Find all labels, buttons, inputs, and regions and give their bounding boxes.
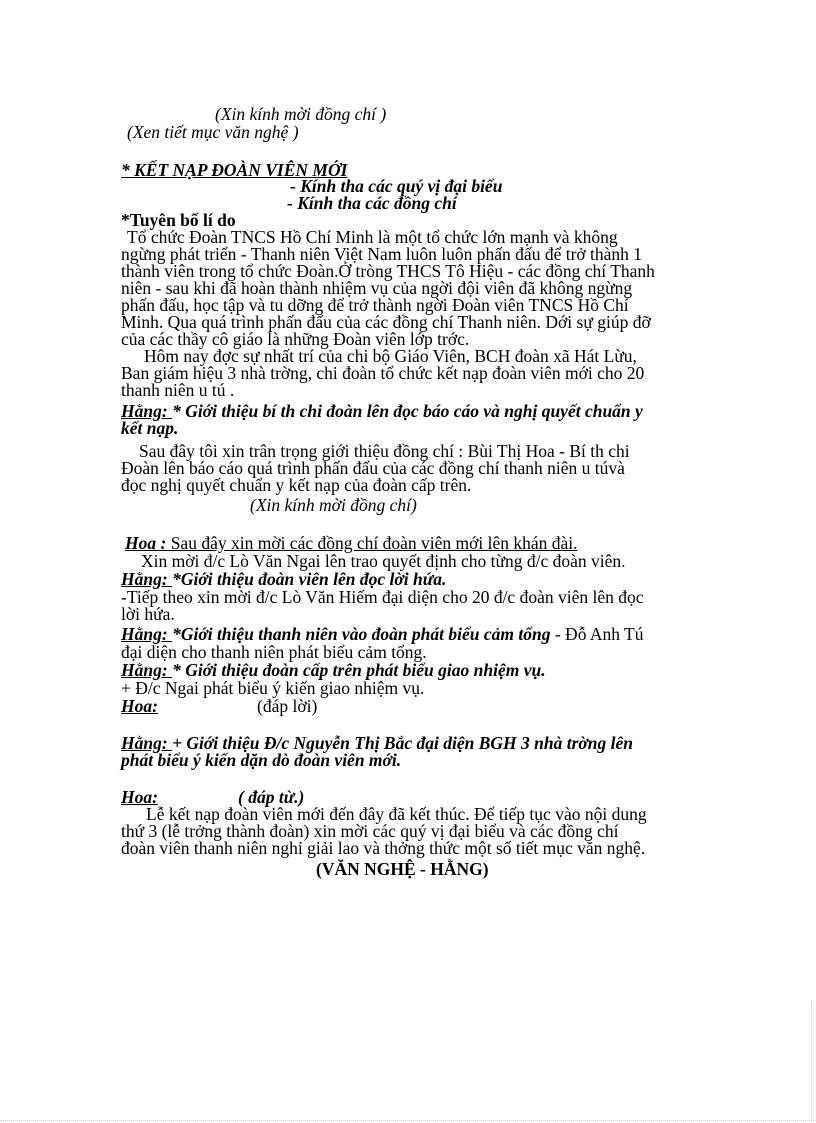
speaker-line bbox=[121, 662, 546, 679]
speaker-instruction: *Giới thiệu đoàn viên lên đọc lời hứa. bbox=[172, 569, 447, 589]
speaker-name: Hoa: bbox=[121, 696, 158, 716]
paragraph-line: thứ 3 (lễ trởng thành đoàn) xin mời các quý vị đại biểu và các đồng chí bbox=[121, 821, 619, 841]
paragraph-line: Đoàn lên báo cáo quá trình phấn đấu của các đồng chí thanh niên u túvà bbox=[121, 458, 625, 478]
paragraph-line: Hôm nay đợc sự nhất trí của chi bộ Giáo Viên, BCH đoàn xã Hát Lừu, bbox=[144, 346, 637, 366]
invite-comrade-note: (Xin kính mời đồng chí) bbox=[250, 495, 417, 515]
paragraph-line: lời hứa. bbox=[121, 604, 175, 624]
speaker-name: Hằng: bbox=[121, 569, 173, 589]
art-performance-note: (Xen tiết mục văn nghệ ) bbox=[127, 122, 299, 142]
paragraph-line: Minh. Qua quá trình phấn đấu của các đồng chí Thanh niên. Dới sự giúp đỡ bbox=[121, 312, 651, 332]
paragraph-line: + Đ/c Ngai phát biểu ý kiến giao nhiệm vụ. bbox=[121, 678, 425, 698]
paragraph-line: Xin mời đ/c Lò Văn Ngai lên trao quyết định cho từng đ/c đoàn viên. bbox=[141, 551, 626, 571]
speaker-line bbox=[125, 535, 578, 552]
greeting-delegates: - Kính tha các quý vị đại biểu bbox=[290, 176, 503, 196]
invite-comrade-note: (Xin kính mời đồng chí ) bbox=[215, 104, 387, 124]
speaker-detail: - Đỗ Anh Tú bbox=[550, 624, 644, 644]
speaker-instruction: + Giới thiệu Đ/c Nguyễn Thị Bắc đại diện BGH 3 nhà trờng lên bbox=[172, 733, 634, 753]
speaker-name: Hoa: bbox=[121, 787, 158, 807]
speaker-response: ( đáp từ.) bbox=[238, 787, 305, 807]
speaker-name: Hằng: bbox=[121, 733, 173, 753]
paragraph-line: Tổ chức Đoàn TNCS Hồ Chí Minh là một tổ chức lớn mạnh và không bbox=[127, 227, 618, 247]
speaker-instruction: * Giới thiệu đoàn cấp trên phát biểu giao nhiệm vụ. bbox=[172, 660, 546, 680]
speaker-instruction: * Giới thiệu bí th chi đoàn lên đọc báo cáo và nghị quyết chuẩn y bbox=[172, 401, 643, 421]
speaker-name: Hằng: bbox=[121, 401, 173, 421]
greeting-comrades: - Kính tha các đồng chí bbox=[287, 193, 457, 213]
paragraph-line: niên - sau khi đã hoàn thành nhiệm vụ của ngời đội viên đã không ngừng bbox=[121, 278, 633, 298]
speaker-name: Hằng: bbox=[121, 624, 173, 644]
speaker-instruction-cont: phát biểu ý kiến dặn dò đoàn viên mới. bbox=[121, 750, 402, 770]
speaker-line bbox=[121, 626, 644, 643]
page-bottom-edge bbox=[0, 1120, 816, 1121]
paragraph-line: đoàn viên thanh niên nghỉ giải lao và thởng thức một số tiết mục văn nghệ. bbox=[121, 838, 646, 858]
paragraph-line: thanh niên u tú . bbox=[121, 380, 235, 400]
paragraph-line: đại diện cho thanh niên phát biểu cảm tổng. bbox=[121, 642, 427, 662]
reason-heading: *Tuyên bố lí do bbox=[121, 210, 236, 230]
speaker-instruction-cont: kết nạp. bbox=[121, 418, 179, 438]
closing-performance-note: (VĂN NGHỆ - HẰNG) bbox=[316, 859, 489, 879]
paragraph-line: phấn đấu, học tập và tu dỡng để trở thành ngời Đoàn viên TNCS Hồ Chí bbox=[121, 295, 629, 315]
speaker-response: (đáp lời) bbox=[257, 696, 318, 716]
paragraph-line: của các thầy cô giáo là những Đoàn viên lớp trớc. bbox=[121, 329, 470, 349]
page-right-edge bbox=[811, 1000, 812, 1120]
paragraph-line: -Tiếp theo xin mời đ/c Lò Văn Hiếm đại diện cho 20 đ/c đoàn viên lên đọc bbox=[121, 587, 644, 607]
paragraph-line: ngừng phát triển - Thanh niên Việt Nam luôn luôn phấn đấu để trở thành 1 bbox=[121, 244, 643, 264]
paragraph-line: Sau đây tôi xin trân trọng giới thiệu đồng chí : Bùi Thị Hoa - Bí th chi bbox=[139, 441, 630, 461]
paragraph-line: đọc nghị quyết chuẩn y kết nạp của đoàn cấp trên. bbox=[121, 475, 472, 495]
speaker-instruction: *Giới thiệu thanh niên vào đoàn phát biểu cảm tổng bbox=[172, 624, 551, 644]
paragraph-line: Lễ kết nạp đoàn viên mới đến đây đã kết thúc. Để tiếp tục vào nội dung bbox=[146, 804, 647, 824]
speaker-line bbox=[121, 403, 643, 420]
section-heading-admission: * KẾT NẠP ĐOÀN VIÊN MỚI bbox=[121, 160, 348, 180]
speaker-name: Hoa : bbox=[125, 533, 171, 553]
paragraph-line: Ban giám hiệu 3 nhà trờng, chi đoàn tổ chức kết nạp đoàn viên mới cho 20 bbox=[121, 363, 645, 383]
speaker-line bbox=[121, 571, 446, 588]
speaker-instruction: Sau đây xin mời các đồng chí đoàn viên mới lên khán đài. bbox=[170, 533, 578, 553]
speaker-name: Hằng: bbox=[121, 660, 173, 680]
paragraph-line: thành viên trong tổ chức Đoàn.Ở tròng THCS Tô Hiệu - các đồng chí Thanh bbox=[121, 261, 655, 281]
